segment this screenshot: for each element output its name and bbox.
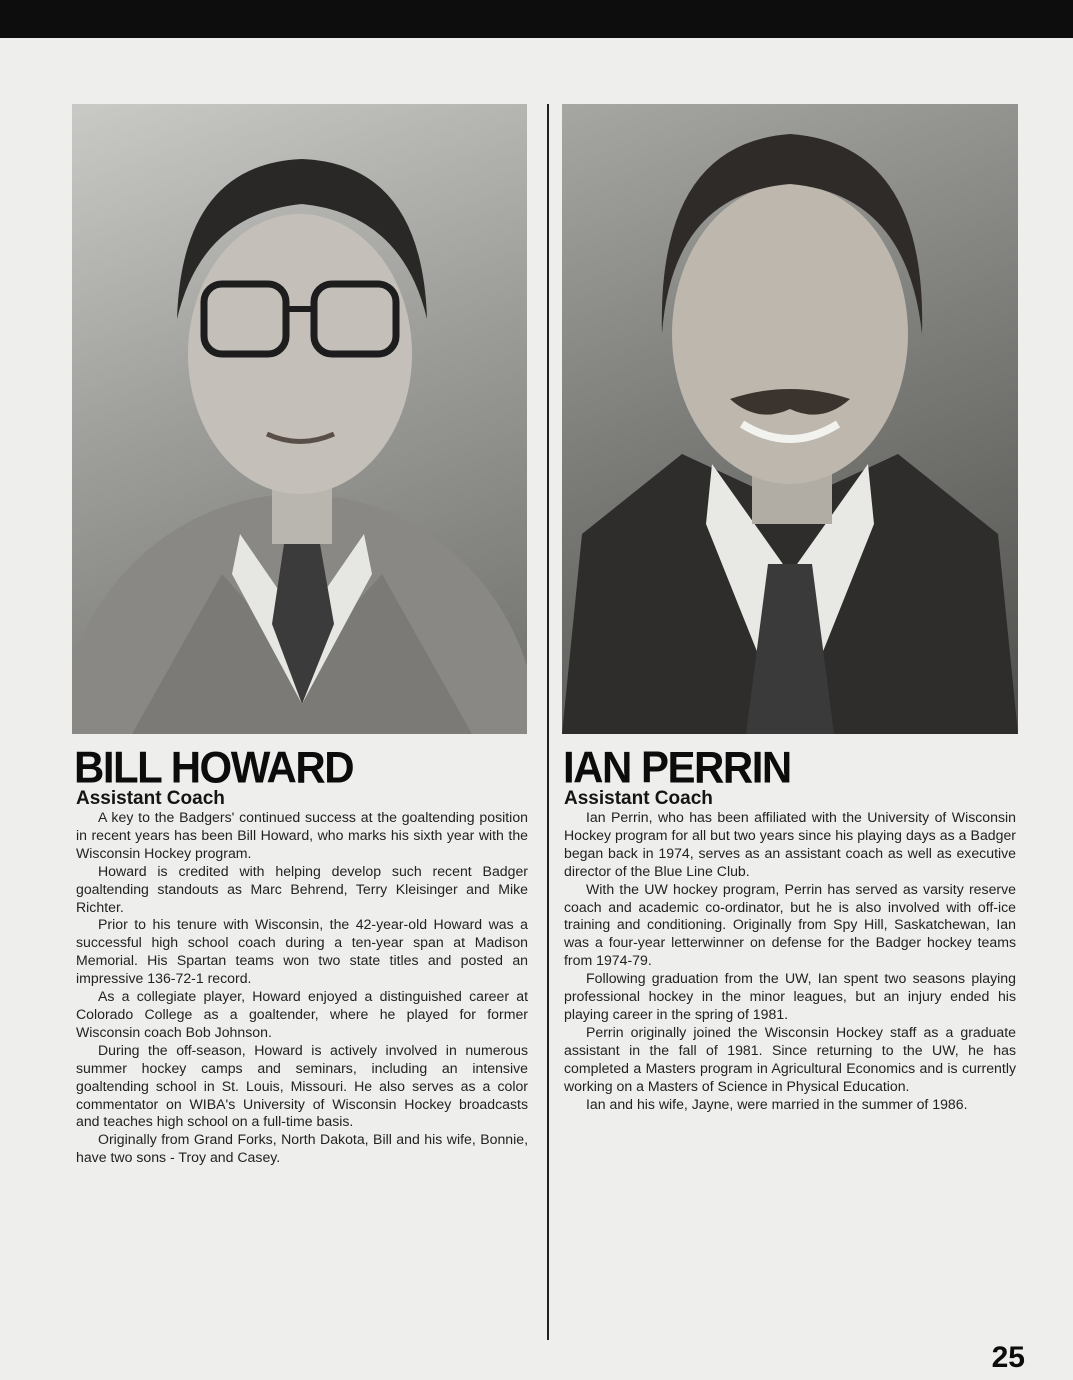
bio-paragraph: A key to the Badgers' continued success at the goaltending position in recent years has been Bill Howard, who marks his sixth year with the Wisconsin Hockey program.: [76, 809, 528, 861]
left-coach-title: Assistant Coach: [76, 788, 225, 809]
right-coach-name: IAN PERRIN: [563, 742, 791, 793]
column-divider: [547, 104, 549, 1340]
bio-paragraph: With the UW hockey program, Perrin has served as varsity reserve coach and academic co-ordinator, but he is also involved with off-ice training and conditioning. Originally from Spy Hill, Saskatchewan, Ian was a four-year letterwinner on defense for the Badger hockey teams from 1974-79.: [564, 880, 1016, 969]
bio-paragraph: Howard is credited with helping develop such recent Badger goaltending standouts as Marc Behrend, Terry Kleisinger and Mike Richter.: [76, 862, 528, 915]
bio-paragraph: As a collegiate player, Howard enjoyed a distinguished career at Colorado College as a goaltender, where he played for former Wisconsin coach Bob Johnson.: [76, 988, 528, 1040]
bill-howard-portrait: [72, 104, 527, 734]
page-number: 25: [991, 1341, 1025, 1374]
left-coach-bio: [76, 809, 528, 1167]
right-coach-bio: [564, 809, 1016, 1113]
bio-paragraph: Originally from Grand Forks, North Dakota, Bill and his wife, Bonnie, have two sons - Troy and Casey.: [76, 1131, 528, 1166]
bio-paragraph: Prior to his tenure with Wisconsin, the 42-year-old Howard was a successful high school coach during a ten-year span at Madison Memorial. His Spartan teams won two state titles and posted an impressive 136-72-1 record.: [76, 916, 528, 987]
bio-paragraph: Ian Perrin, who has been affiliated with the University of Wisconsin Hockey program for all but two years since his playing days as a Badger began back in 1974, serves as an assistant coach as well as executive director of the Blue Line Club.: [564, 809, 1016, 879]
bio-paragraph: Ian and his wife, Jayne, were married in the summer of 1986.: [586, 1095, 968, 1112]
ian-perrin-portrait: [562, 104, 1018, 734]
bio-paragraph: Perrin originally joined the Wisconsin Hockey staff as a graduate assistant in the fall of 1981. Since returning to the UW, he has completed a Masters program in Agricultural Economics and is currently working on a Masters of Science in Physical Education.: [564, 1023, 1016, 1094]
bio-paragraph: During the off-season, Howard is actively involved in numerous summer hockey camps and seminars, including an intensive goaltending school in St. Louis, Missouri. He also serves as a color commentator on WIBA's University of Wisconsin Hockey broadcasts and teaches high school on a full-time basis.: [76, 1041, 528, 1130]
top-edge-bar: [0, 0, 1073, 38]
left-coach-name: BILL HOWARD: [74, 742, 354, 793]
right-coach-title: Assistant Coach: [564, 788, 713, 809]
bio-paragraph: Following graduation from the UW, Ian spent two seasons playing professional hockey in the minor leagues, but an injury ended his playing career in the spring of 1981.: [564, 970, 1016, 1022]
